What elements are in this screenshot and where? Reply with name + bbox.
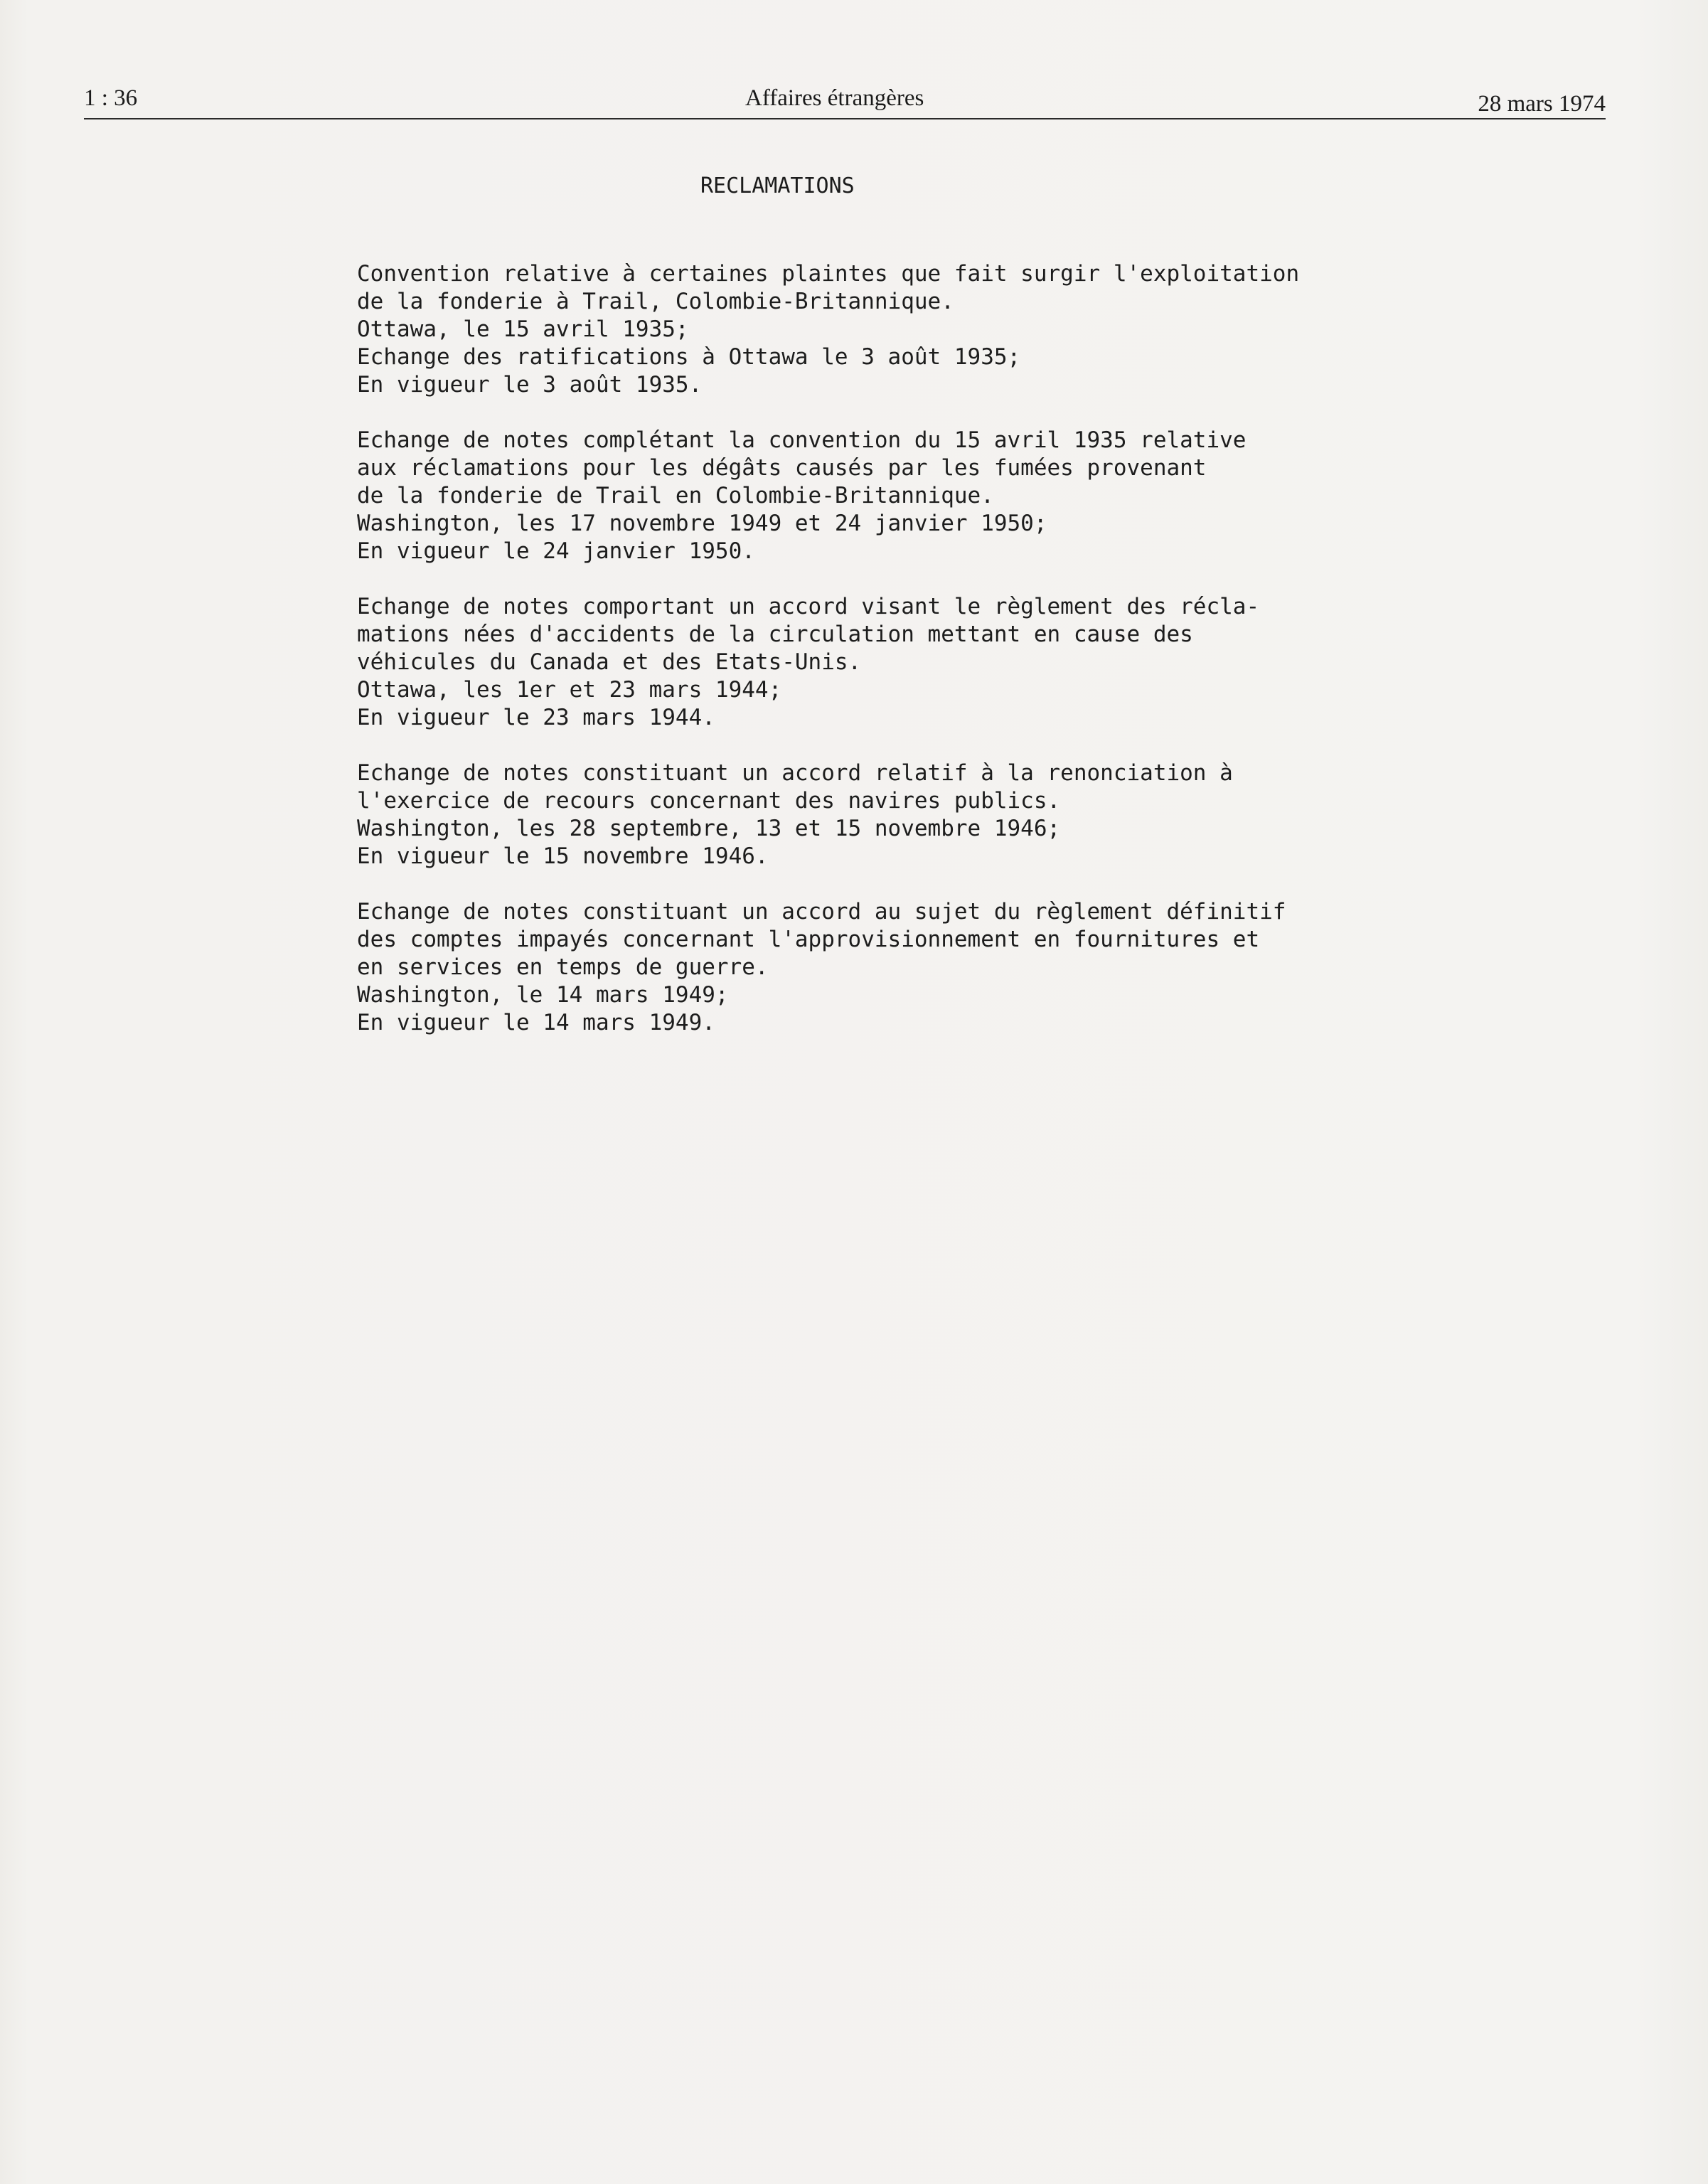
entry-line: En vigueur le 3 août 1935. bbox=[357, 372, 703, 398]
entry-line: mations nées d'accidents de la circulation mettant en cause des bbox=[357, 622, 1193, 647]
entry-line: Echange de notes comportant un accord visant le règlement des récla- bbox=[357, 594, 1260, 619]
entry-line: En vigueur le 24 janvier 1950. bbox=[357, 538, 755, 564]
entry-line: l'exercice de recours concernant des navires publics. bbox=[357, 788, 1061, 814]
entry-line: Ottawa, le 15 avril 1935; bbox=[357, 316, 689, 342]
entry-line: Convention relative à certaines plaintes que fait surgir l'exploitation bbox=[357, 261, 1300, 287]
page-number: 1 : 36 bbox=[84, 85, 138, 111]
entry-line: Washington, les 17 novembre 1949 et 24 janvier 1950; bbox=[357, 511, 1047, 536]
entry-line: En vigueur le 15 novembre 1946. bbox=[357, 843, 769, 869]
entry-line: Echange des ratifications à Ottawa le 3 août 1935; bbox=[357, 344, 1021, 370]
entry-line: aux réclamations pour les dégâts causés par les fumées provenant bbox=[357, 455, 1207, 481]
running-title: Affaires étrangères bbox=[745, 85, 924, 111]
entry-line: Ottawa, les 1er et 23 mars 1944; bbox=[357, 677, 782, 703]
entry-line: Echange de notes constituant un accord relatif à la renonciation à bbox=[357, 760, 1233, 786]
entry-public-vessels bbox=[357, 760, 1566, 870]
entry-line: de la fonderie de Trail en Colombie-Britannique. bbox=[357, 483, 994, 508]
section-title: RECLAMATIONS bbox=[700, 174, 855, 198]
entry-traffic-accidents bbox=[357, 593, 1566, 732]
page-header bbox=[84, 80, 1606, 122]
entry-fume-damage-notes bbox=[357, 427, 1566, 565]
header-date: 28 mars 1974 bbox=[1478, 91, 1606, 117]
entry-line: Echange de notes constituant un accord au sujet du règlement définitif bbox=[357, 899, 1286, 925]
entry-line: En vigueur le 14 mars 1949. bbox=[357, 1010, 715, 1035]
entry-line: Echange de notes complétant la convention du 15 avril 1935 relative bbox=[357, 427, 1247, 453]
entry-line: En vigueur le 23 mars 1944. bbox=[357, 705, 715, 730]
entry-line: des comptes impayés concernant l'approvisionnement en fournitures et bbox=[357, 927, 1260, 952]
entry-trail-smelter-convention bbox=[357, 260, 1566, 399]
entry-war-accounts bbox=[357, 898, 1566, 1037]
entry-line: Washington, le 14 mars 1949; bbox=[357, 982, 729, 1008]
entries-list bbox=[357, 260, 1566, 1037]
entry-line: en services en temps de guerre. bbox=[357, 954, 769, 980]
entry-line: véhicules du Canada et des Etats-Unis. bbox=[357, 649, 862, 675]
header-rule bbox=[84, 118, 1606, 119]
entry-line: Washington, les 28 septembre, 13 et 15 novembre 1946; bbox=[357, 816, 1061, 841]
entry-line: de la fonderie à Trail, Colombie-Britannique. bbox=[357, 289, 954, 314]
